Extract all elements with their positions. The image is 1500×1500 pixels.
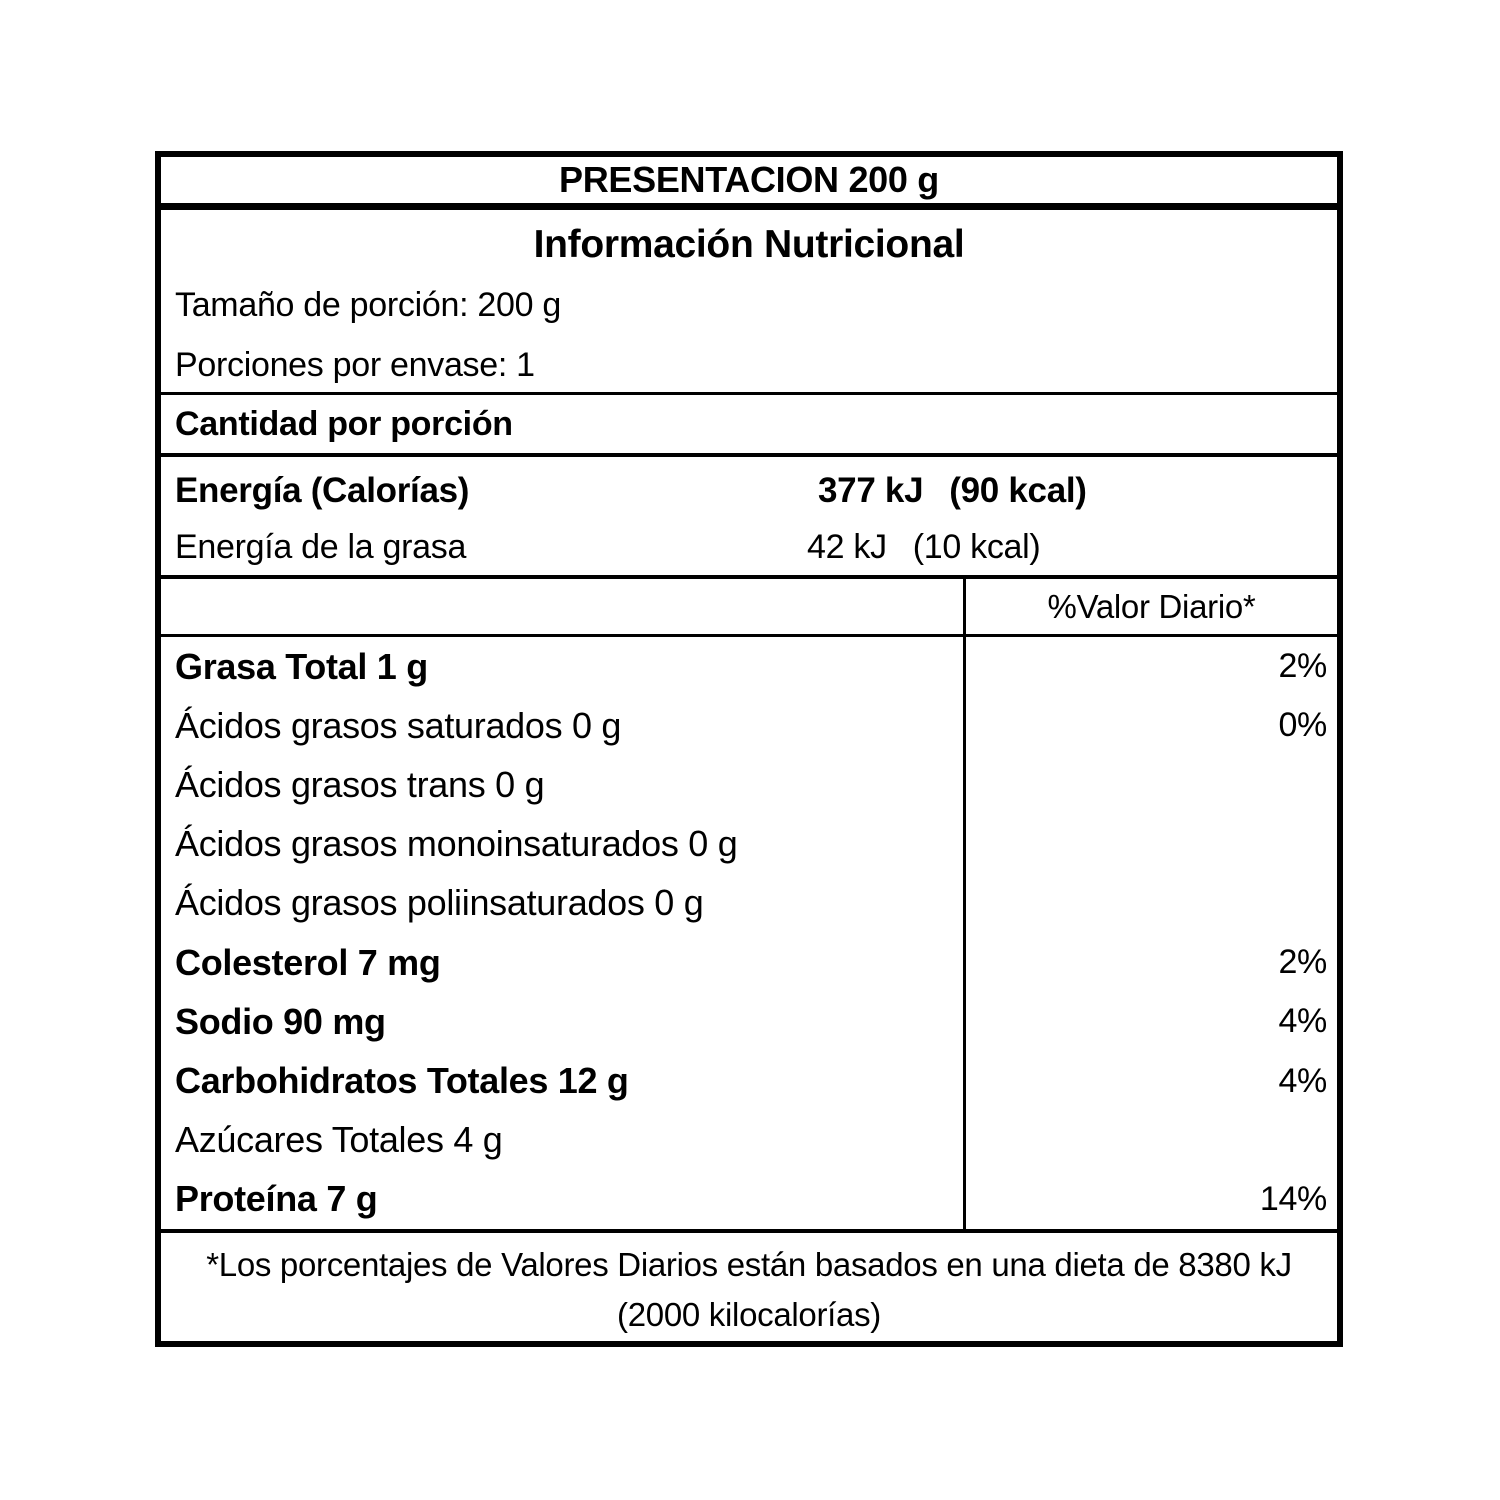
amount-per-serving-header <box>161 395 1337 457</box>
nutrient-name: Ácidos grasos poliinsaturados 0 g <box>175 882 704 924</box>
nutrient-daily-value <box>963 815 1337 874</box>
serving-size: Tamaño de porción: 200 g <box>175 286 561 324</box>
nutrient-name: Ácidos grasos saturados 0 g <box>175 704 622 746</box>
nutrient-name: Proteína 7 g <box>175 1178 378 1220</box>
nutrition-title: Información Nutricional <box>533 223 965 266</box>
nutrition-label <box>155 151 1343 1347</box>
nutrient-row <box>161 933 1337 992</box>
nutrient-row <box>161 637 1337 696</box>
nutrient-daily-value <box>963 874 1337 933</box>
nutrient-row <box>161 1111 1337 1170</box>
nutrient-daily-value: 4% <box>963 1051 1337 1110</box>
footnote <box>161 1233 1337 1341</box>
nutrient-name: Azúcares Totales 4 g <box>175 1119 503 1161</box>
nutrient-daily-value <box>963 1111 1337 1170</box>
daily-value-header: %Valor Diario* <box>963 579 1337 634</box>
energy-section <box>161 457 1337 579</box>
energy-value <box>807 528 1040 567</box>
servings-per-container: Porciones por envase: 1 <box>175 346 535 384</box>
daily-value-header-spacer <box>161 579 963 634</box>
nutrient-name: Sodio 90 mg <box>175 1000 386 1042</box>
energy-row <box>161 463 1337 519</box>
energy-kj: 42 kJ <box>807 527 887 566</box>
nutrient-row <box>161 1051 1337 1110</box>
nutrient-name: Ácidos grasos monoinsaturados 0 g <box>175 823 738 865</box>
intro-section <box>161 210 1337 395</box>
footnote-line-2: (2000 kilocalorías) <box>617 1296 881 1333</box>
nutrient-row <box>161 874 1337 933</box>
energy-kcal: (10 kcal) <box>912 527 1041 566</box>
nutrient-row <box>161 1170 1337 1229</box>
energy-kcal: (90 kcal) <box>949 471 1087 510</box>
energy-label: Energía de la grasa <box>175 527 467 566</box>
nutrient-daily-value: 0% <box>963 696 1337 755</box>
nutrient-name: Colesterol 7 mg <box>175 941 441 983</box>
nutrient-row <box>161 755 1337 814</box>
energy-label: Energía (Calorías) <box>175 471 470 510</box>
nutrient-daily-value: 4% <box>963 992 1337 1051</box>
nutrient-daily-value <box>963 755 1337 814</box>
energy-value <box>818 471 1087 511</box>
nutrient-daily-value: 14% <box>963 1170 1337 1229</box>
presentation-text: PRESENTACION 200 g <box>558 159 940 200</box>
nutrient-name: Grasa Total 1 g <box>175 645 428 687</box>
amount-per-serving-label: Cantidad por porción <box>175 404 513 443</box>
nutrient-row <box>161 815 1337 874</box>
nutrient-name: Ácidos grasos trans 0 g <box>175 764 545 805</box>
nutrients-section <box>161 637 1337 1233</box>
presentation-header <box>161 157 1337 210</box>
energy-kj: 377 kJ <box>818 471 924 510</box>
nutrient-row <box>161 696 1337 755</box>
nutrient-daily-value: 2% <box>963 637 1337 696</box>
energy-row <box>161 519 1337 575</box>
nutrient-name: Carbohidratos Totales 12 g <box>175 1060 629 1102</box>
daily-value-header-row <box>161 579 1337 637</box>
nutrient-daily-value: 2% <box>963 933 1337 992</box>
footnote-line-1: *Los porcentajes de Valores Diarios están basados en una dieta de 8380 kJ <box>206 1246 1292 1283</box>
nutrient-row <box>161 992 1337 1051</box>
